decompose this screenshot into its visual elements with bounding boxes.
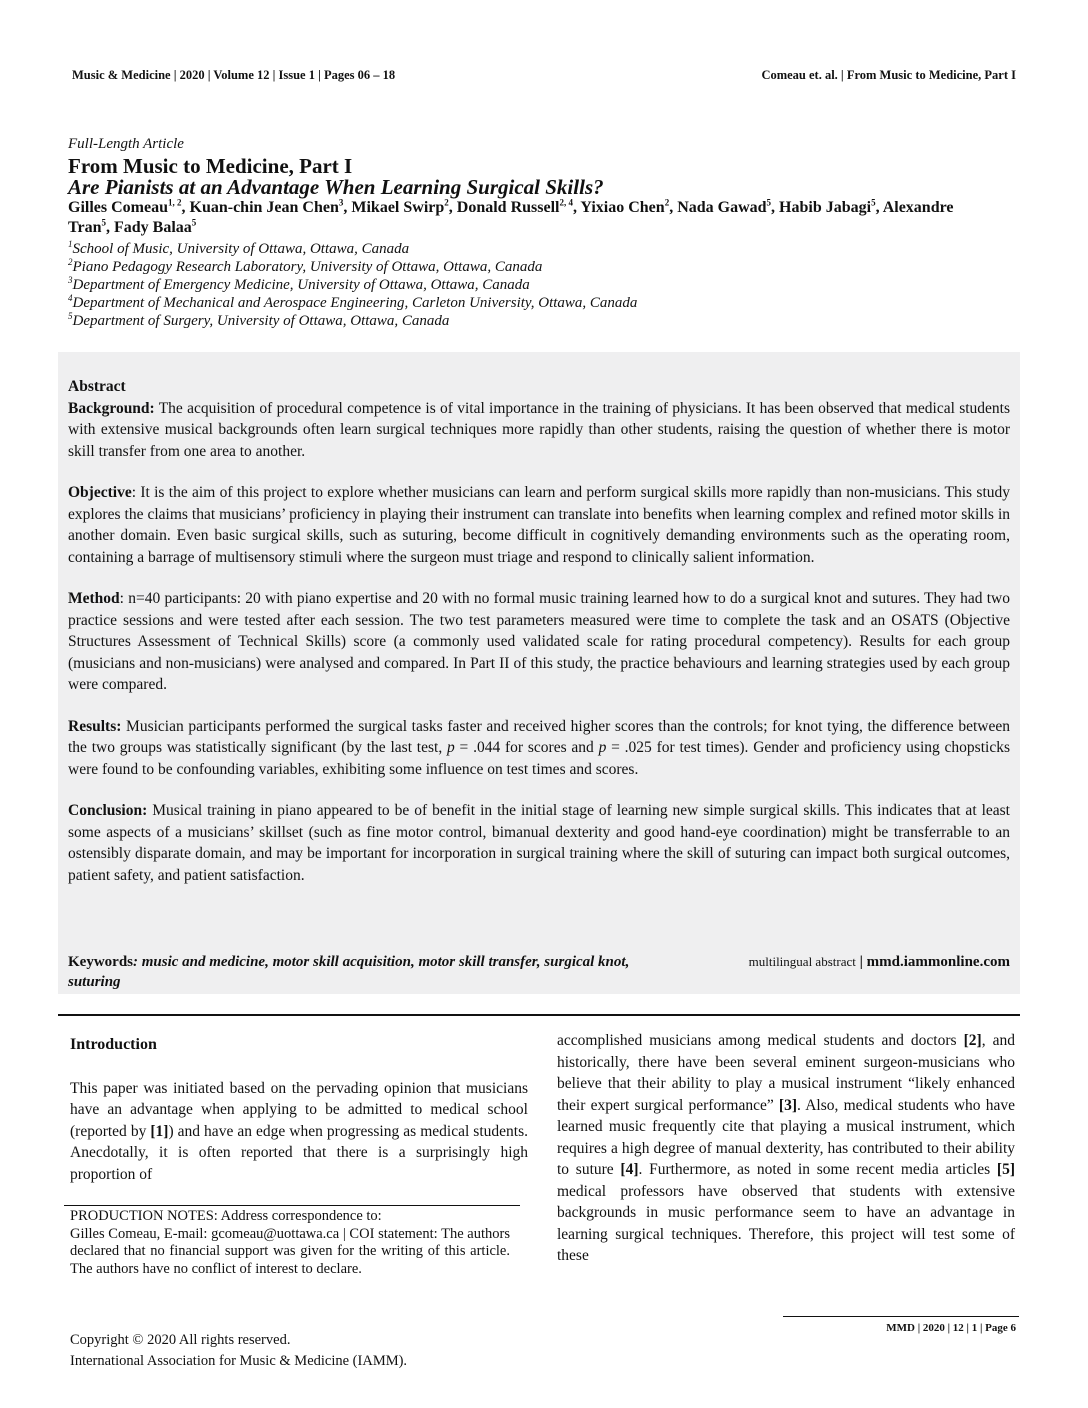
article-subtitle: Are Pianists at an Advantage When Learning Surgical Skills? <box>68 175 604 199</box>
objective-text: : It is the aim of this project to explore whether musicians can learn and perform surgical skills more rapidly than non-musicians. This study explores the claims that musicians’ proficiency in playing their instrument can translate into benefits when learning complex and refined motor skills in another domain. Even basic surgical skills, such as suturing, become difficult in cognitively demanding environments such as the operating room, containing a barrage of multisensory stimuli where the surgeon must triage and respond to clinically salient information. <box>68 484 1010 566</box>
conclusion-label: Conclusion: <box>68 802 148 819</box>
affiliation-item <box>68 258 637 276</box>
running-head-left: Music & Medicine | 2020 | Volume 12 | Issue 1 | Pages 06 – 18 <box>72 68 396 82</box>
results-label: Results: <box>68 717 122 735</box>
affiliation-text: Department of Mechanical and Aerospace Engineering, Carleton University, Ottawa, Canada <box>72 295 638 311</box>
keywords <box>68 952 668 992</box>
abstract-method <box>68 588 1010 696</box>
intro-text: ) and have an edge when progressing as medical students. Anecdotally, it is often reported that there is a surprisingly high proportion of <box>70 1122 528 1183</box>
intro-paragraph <box>70 1078 528 1186</box>
multilingual-label: multilingual abstract <box>748 954 856 969</box>
footnote-divider <box>64 1205 520 1206</box>
affiliation-num: 5 <box>68 311 73 321</box>
intro-left-column <box>70 1034 528 1185</box>
abstract-body <box>68 376 1010 906</box>
introduction-heading: Introduction <box>70 1036 157 1053</box>
intro-text: This paper was initiated based on the pervading opinion that musicians have an advantage when applying to be admitted to medical school (reported by <box>70 1079 528 1140</box>
background-text: The acquisition of procedural competence is of vital importance in the training of physicians. It has been observed that medical students with extensive musical backgrounds often learn surgical techniques more rapidly than other students, raising the question of whether there is motor skill transfer from one area to another. <box>68 399 1010 460</box>
author-affil-sup: 5 <box>191 217 197 228</box>
objective-label: Objective <box>68 484 132 501</box>
affiliation-num: 2 <box>68 257 73 267</box>
author-name: Fady Balaa <box>113 219 192 236</box>
page-footer: MMD | 2020 | 12 | 1 | Page 6 <box>886 1322 1016 1334</box>
abstract-results <box>68 716 1010 781</box>
method-label: Method <box>68 590 120 607</box>
affiliation-item <box>68 276 637 294</box>
production-notes-heading: PRODUCTION NOTES: Address correspondence to: <box>70 1208 382 1224</box>
author-name: Alexandre Tran <box>68 199 954 236</box>
method-text: : n=40 participants: 20 with piano expertise and 20 with no formal music training learned how to do a surgical knot and sutures. They had two practice sessions and were tested after each session. The two test parameters measured were time to complete the task and an OSATS (Objective Structures Assessment of Technical Skills) score (a commonly used validated scale for rating procedural competency). Results for each group (musicians and non-musicians) were analysed and compared. In Part II of this study, the practice behaviours and learning strategies used by each group were compared. <box>68 590 1010 693</box>
running-head-right: Comeau et. al. | From Music to Medicine, Part I <box>761 68 1016 82</box>
author-list: Gilles Comeau$^{1, 2}$, Kuan-chin Jean Chen$^3$, Mikael Swirp$^2$, Donald Russell$^{2, 4}$, Yixiao Chen$^2$, Nada Gawad$^5$, Habib Jabagi$^5$, Alexandre Tran$^5$, Fady Balaa$^5$ <box>68 197 954 236</box>
conclusion-text: Musical training in piano appeared to be of benefit in the initial stage of learning new simple surgical skills. This indicates that at least some aspects of a musicians’ skillset (such as fine motor control, bimanual dexterity and good hand-eye coordination) might be transferrable to an ostensibly disparate domain, and may be important for incorporation in surgical training where the skill of suturing can impact both surgical outcomes, patient safety, and patient satisfaction. <box>68 802 1010 884</box>
author-affil-sup: 2 <box>664 197 670 208</box>
intro-right-column <box>557 1030 1015 1267</box>
intro-text: . Also, medical students who have learned music frequently cite that playing a musical instrument, which requires a high degree of manual dexterity, has contributed to their ability to suture <box>557 1096 1016 1178</box>
author-name: Gilles Comeau <box>68 199 168 216</box>
author-affil-sup: 5 <box>871 197 876 208</box>
author-name: Yixiao Chen <box>580 199 665 216</box>
author-name: Donald Russell <box>456 199 560 216</box>
article-type: Full-Length Article <box>68 136 184 152</box>
intro-text: . Furthermore, as noted in some recent media articles <box>638 1161 997 1178</box>
multilingual-url[interactable]: mmd.iammonline.com <box>866 954 1010 970</box>
affiliation-text: Department of Emergency Medicine, University of Ottawa, Ottawa, Canada <box>72 277 530 293</box>
author-affil-sup: 2, 4 <box>559 197 573 208</box>
author-affil-sup: 3 <box>338 197 344 208</box>
abstract-box <box>58 352 1020 994</box>
citation-ref[interactable]: [2] <box>963 1032 982 1049</box>
intro-text: accomplished musicians among medical students and doctors <box>557 1032 964 1049</box>
intro-paragraph <box>557 1030 1015 1267</box>
results-text: = .025 for test times). Gender and proficiency using chopsticks were found to be confounding variables, exhibiting some influence on test times and scores. <box>68 739 1010 778</box>
section-divider <box>58 1014 1020 1016</box>
production-notes-body: Gilles Comeau, E-mail: gcomeau@uottawa.ca | COI statement: The authors declared that no financial support was given for the writing of this article. The authors have no conflict of interest to declare. <box>70 1225 510 1277</box>
affiliation-text: Department of Surgery, University of Ottawa, Ottawa, Canada <box>72 313 450 329</box>
results-text: = .044 for scores and <box>454 739 599 756</box>
abstract-objective <box>68 482 1010 568</box>
keywords-list: : music and medicine, motor skill acquisition, motor skill transfer, surgical knot, suturing <box>68 954 630 990</box>
affiliation-list <box>68 240 637 330</box>
affiliation-item <box>68 294 637 312</box>
intro-text: , and historically, there have been several eminent surgeon-musicians who believe that their ability to play a musical instrument “likely enhanced their expert surgical performance” <box>557 1032 1015 1114</box>
affiliation-text: School of Music, University of Ottawa, Ottawa, Canada <box>72 241 410 257</box>
p-value-symbol: p <box>447 739 455 756</box>
author-affil-sup: 5 <box>101 217 106 228</box>
affiliation-item <box>68 240 637 258</box>
article-title: From Music to Medicine, Part I <box>68 154 353 178</box>
footer-divider <box>783 1316 1019 1317</box>
author-name: Mikael Swirp <box>351 199 445 216</box>
intro-text: medical professors have observed that students with extensive backgrounds in music performance seem to have an advantage in learning surgical techniques. Therefore, this project will test some of these <box>557 1182 1015 1264</box>
affiliation-num: 3 <box>68 275 73 285</box>
keywords-label: Keywords <box>68 954 133 970</box>
author-affil-sup: 2 <box>444 197 449 208</box>
affiliation-num: 4 <box>68 293 73 303</box>
affiliation-item <box>68 312 637 330</box>
background-label: Background: <box>68 399 155 417</box>
copyright-line: Copyright © 2020 All rights reserved. <box>70 1332 291 1348</box>
copyright-block <box>70 1330 407 1372</box>
results-text: Musician participants performed the surgical tasks faster and received higher scores than the controls; for knot tying, the difference between the two groups was statistically significant (by the last test, <box>68 717 1010 756</box>
citation-ref[interactable]: [1] <box>150 1122 169 1140</box>
abstract-background <box>68 398 1010 463</box>
affiliation-num: 1 <box>68 239 73 249</box>
author-name: Habib Jabagi <box>779 199 872 216</box>
citation-ref[interactable]: [5] <box>996 1161 1015 1178</box>
abstract-conclusion <box>68 800 1010 886</box>
abstract-heading: Abstract <box>68 378 126 395</box>
production-notes <box>70 1208 510 1278</box>
p-value-symbol: p <box>598 739 607 756</box>
publisher-line: International Association for Music & Medicine (IAMM). <box>70 1353 408 1369</box>
citation-ref[interactable]: [3] <box>778 1096 797 1114</box>
author-affil-sup: 1, 2 <box>168 197 182 208</box>
multilingual-abstract-link[interactable] <box>749 952 1010 972</box>
multilingual-separator: | <box>859 954 863 970</box>
affiliation-text: Piano Pedagogy Research Laboratory, University of Ottawa, Ottawa, Canada <box>72 259 543 275</box>
author-name: Kuan-chin Jean Chen <box>189 199 339 216</box>
citation-ref[interactable]: [4] <box>620 1161 639 1178</box>
author-name: Nada Gawad <box>677 199 767 216</box>
author-affil-sup: 5 <box>766 197 772 208</box>
